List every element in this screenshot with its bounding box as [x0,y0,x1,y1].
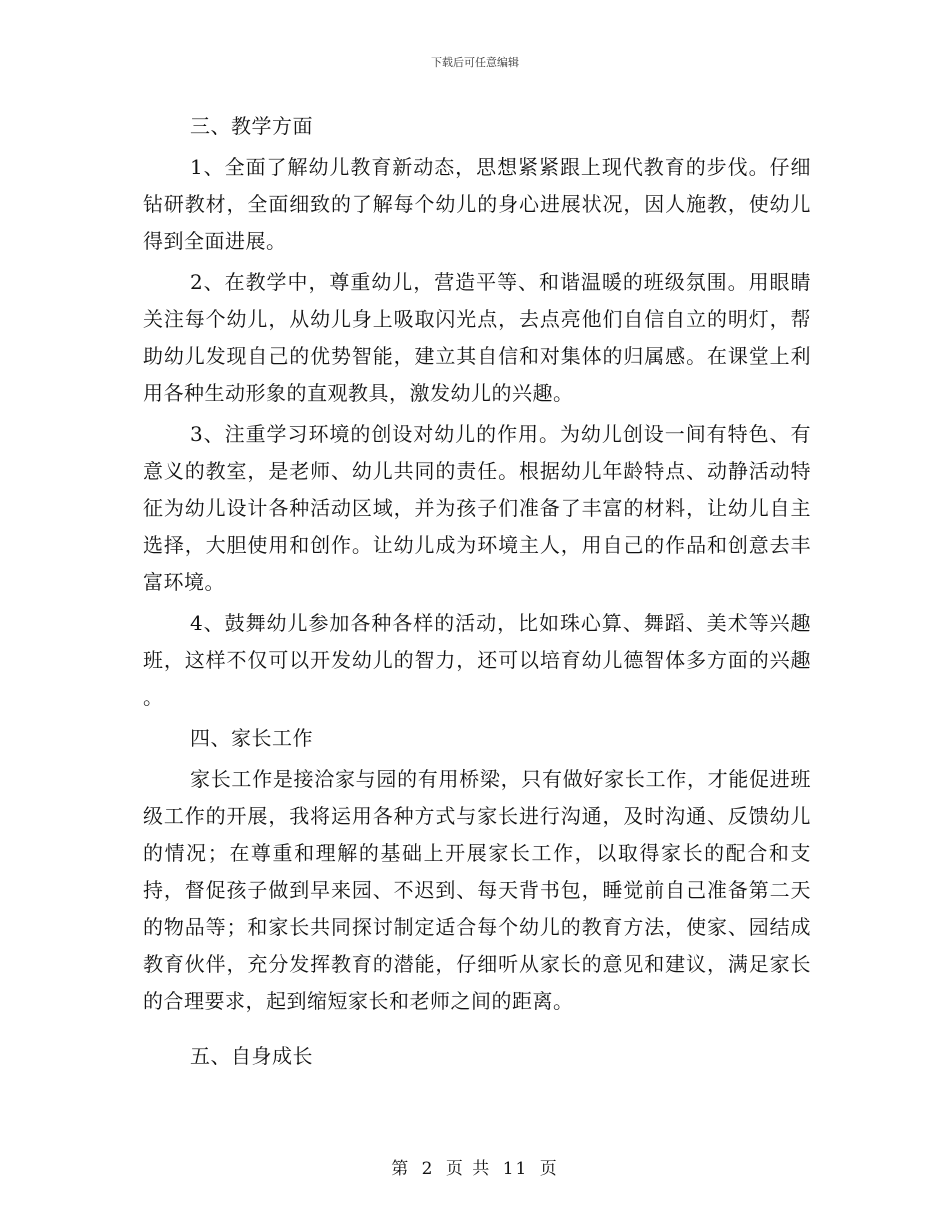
footer-prefix: 第 [391,1159,411,1179]
paragraph-parents-1: 家长工作是接洽家与园的有用桥梁，只有做好家长工作，才能促进班级工作的开展，我将运用各种方式与家长进行沟通，及时沟通、反馈幼儿的情况；在尊重和理解的基础上开展家长工作，以取得家长的配合和支持，督促孩子做到早来园、不迟到、每天背书包，睡觉前自己准备第二天的物品等；和家长共同探讨制定适合每个幼儿的教育方法，使家、园结成教育伙伴，充分发挥教育的潜能，仔细听从家长的意见和建议，满足家长的合理要求，起到缩短家长和老师之间的距离。 [143,767,811,1013]
footer-current-page: 2 [421,1159,435,1179]
paragraph-teaching-4: 4、鼓舞幼儿参加各种各样的活动，比如珠心算、舞蹈、美术等兴趣班，这样不仅可以开发幼儿的智力，还可以培育幼儿德智体多方面的兴趣 。 [143,611,811,709]
footer-suffix: 页 [539,1159,559,1179]
paragraph-teaching-1: 1、全面了解幼儿教育新动态，思想紧紧跟上现代教育的步伐。仔细钻研教材，全面细致的了解每个幼儿的身心进展状况，因人施教，使幼儿得到全面进展。 [143,155,811,253]
footer-total-pages: 11 [502,1159,529,1179]
footer-middle: 页 共 [445,1159,492,1179]
section-heading-teaching: 三、教学方面 [190,114,313,138]
paragraph-teaching-3: 3、注重学习环境的创设对幼儿的作用。为幼儿创设一间有特色、有意义的教室，是老师、幼儿共同的责任。根据幼儿年龄特点、动静活动特征为幼儿设计各种活动区域，并为孩子们准备了丰富的材料，让幼儿自主选择，大胆使用和创作。让幼儿成为环境主人，用自己的作品和创意去丰富环境。 [143,422,811,594]
document-body [143,108,811,1079]
page-header-note: 下载后可任意编辑 [431,56,519,69]
section-heading-parents: 四、家长工作 [190,726,313,750]
paragraph-teaching-2: 2、在教学中，尊重幼儿，营造平等、和谐温暖的班级氛围。用眼睛关注每个幼儿，从幼儿身上吸取闪光点，去点亮他们自信自立的明灯，帮助幼儿发现自己的优势智能，建立其自信和对集体的归属感。在课堂上利用各种生动形象的直观教具，激发幼儿的兴趣。 [143,270,811,405]
page-number-footer [0,1154,950,1179]
section-heading-growth: 五、自身成长 [190,1044,313,1068]
